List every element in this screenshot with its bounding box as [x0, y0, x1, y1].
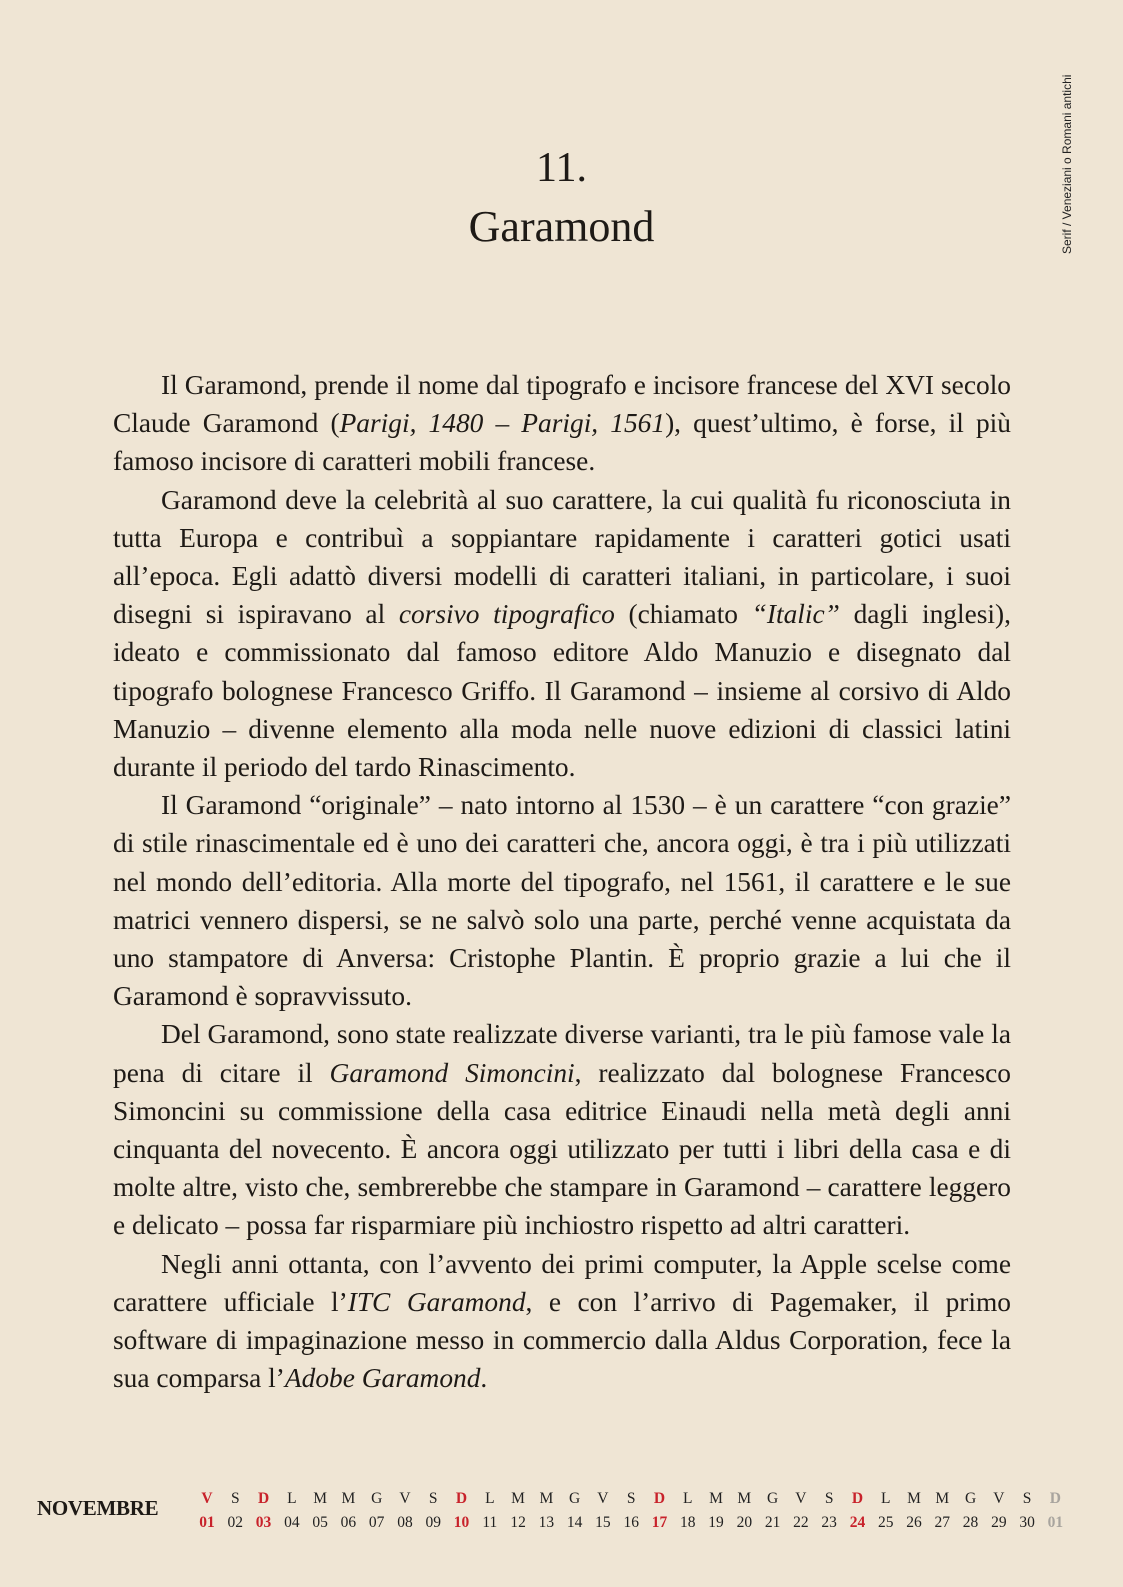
text-run: Negli anni ottanta, con l’avvento dei primi computer, la Apple scelse come carattere ufficiale l’ [113, 1248, 1011, 1317]
calendar-weekday-letter: M [313, 1490, 327, 1507]
calendar-weekday-letter: V [597, 1490, 609, 1507]
calendar-day-number: 04 [284, 1514, 300, 1531]
body-paragraph [113, 481, 1011, 787]
calendar-weekday-letter: V [795, 1490, 807, 1507]
calendar-day-number: 25 [877, 1514, 894, 1531]
calendar-day [250, 1487, 278, 1535]
calendar-weekday-letter: M [341, 1490, 356, 1507]
calendar-day-number: 27 [934, 1514, 951, 1531]
body-paragraph [113, 786, 1011, 1015]
calendar-day-number: 22 [793, 1514, 809, 1531]
calendar-weekday-letter: S [824, 1490, 834, 1507]
calendar-day [363, 1487, 391, 1535]
italic-run: corsivo tipografico [398, 599, 615, 630]
calendar-day-number: 05 [312, 1514, 328, 1531]
calendar-weekday-letter: S [626, 1490, 636, 1507]
text-run: , e con l’arrivo di Pagemaker, il primo software di impaginazione messo in commercio dalla Aldus Corporation, fece la sua comparsa l’ [113, 1286, 1011, 1394]
calendar-day-number: 17 [651, 1514, 668, 1531]
text-run: ), quest’ultimo, è forse, il più famoso incisore di caratteri mobili francese. [113, 408, 1011, 477]
calendar-day-number: 20 [736, 1514, 753, 1531]
calendar-weekday-letter: S [230, 1490, 240, 1507]
calendar-day-number: 07 [368, 1514, 385, 1531]
calendar-day [617, 1487, 645, 1535]
calendar-day-number: 02 [227, 1514, 244, 1531]
calendar-weekday-letter: L [287, 1490, 297, 1507]
calendar-day [787, 1487, 815, 1535]
calendar-days-strip [193, 1487, 1073, 1537]
body-paragraph [113, 1015, 1011, 1244]
calendar-day [674, 1487, 702, 1535]
calendar-day [702, 1487, 730, 1535]
calendar-day [1041, 1487, 1069, 1535]
calendar-weekday-letter: V [201, 1490, 213, 1507]
calendar-weekday-letter: M [935, 1490, 950, 1507]
calendar-weekday-letter: D [257, 1490, 270, 1507]
calendar-weekday-letter: D [653, 1490, 666, 1507]
calendar-day-number: 08 [397, 1514, 413, 1531]
calendar-day [759, 1487, 787, 1535]
calendar-day [278, 1487, 306, 1535]
calendar-day [589, 1487, 617, 1535]
calendar-day [985, 1487, 1013, 1535]
calendar-weekday-letter: L [683, 1490, 693, 1507]
calendar-day [900, 1487, 928, 1535]
calendar-day-number: 30 [1019, 1514, 1035, 1531]
calendar-day [957, 1487, 985, 1535]
calendar-weekday-letter: V [993, 1490, 1005, 1507]
calendar-day [928, 1487, 956, 1535]
calendar-day-number: 11 [482, 1514, 498, 1531]
calendar-weekday-letter: V [399, 1490, 411, 1507]
text-run: Il Garamond “originale” – nato intorno al 1530 – è un carattere “con grazie” di stile rinascimentale ed è uno dei caratteri che, ancora oggi, è tra i più utilizzati nel mondo dell’editoria. Alla morte del tipografo, nel 1561, il carattere e le sue matrici vennero dispersi, se ne salvò solo una parte, perché venne acquistata da uno stampatore di Anversa: Cristophe Plantin. È proprio grazie a lui che il Garamond è sopravvissuto. [113, 790, 1011, 1012]
calendar-day-number: 26 [906, 1514, 922, 1531]
calendar-weekday-letter: M [737, 1490, 752, 1507]
calendar-weekday-letter: S [1022, 1490, 1032, 1507]
calendar-weekday-letter: M [539, 1490, 554, 1507]
calendar-day-number: 15 [595, 1514, 611, 1531]
calendar-day-number: 16 [623, 1514, 639, 1531]
calendar-day-number: 12 [510, 1514, 526, 1531]
text-run: Garamond deve la celebrità al suo carattere, la cui qualità fu riconosciuta in tutta Europa e contribuì a soppiantare rapidamente i caratteri gotici usati all’epoca. Egli adattò diversi modelli di caratteri italiani, in particolare, i suoi disegni si ispiravano al [113, 484, 1011, 630]
calendar-weekday-letter: G [766, 1490, 779, 1507]
calendar-day [448, 1487, 476, 1535]
calendar-day [419, 1487, 447, 1535]
text-run: (chiamato [614, 599, 752, 630]
calendar-weekday-letter: D [455, 1490, 468, 1507]
calendar-day [193, 1487, 221, 1535]
calendar-weekday-letter: G [964, 1490, 977, 1507]
calendar-day-number: 10 [453, 1514, 470, 1531]
calendar-day-number: 18 [680, 1514, 696, 1531]
calendar-day [815, 1487, 843, 1535]
calendar-weekday-letter: M [907, 1490, 921, 1507]
italic-run: Garamond Simoncini [329, 1057, 575, 1088]
calendar-day-number: 21 [764, 1514, 781, 1531]
italic-run: ITC Garamond [347, 1286, 526, 1317]
body-text [113, 366, 1011, 1397]
calendar-day-number: 03 [255, 1514, 272, 1531]
calendar-day [306, 1487, 334, 1535]
chapter-number: 11. [536, 145, 587, 191]
calendar-day [391, 1487, 419, 1535]
calendar-weekday-letter: M [709, 1490, 723, 1507]
calendar-day-number: 28 [962, 1514, 979, 1531]
calendar-day [872, 1487, 900, 1535]
body-paragraph [113, 366, 1011, 481]
side-category-label: Serif / Veneziani o Romani antichi [1060, 74, 1074, 254]
calendar-day [221, 1487, 249, 1535]
text-run: . [480, 1363, 488, 1394]
calendar-day-number: 19 [708, 1514, 724, 1531]
calendar-day-number: 29 [991, 1514, 1007, 1531]
calendar-day [334, 1487, 362, 1535]
text-run: Del Garamond, sono state realizzate diverse varianti, tra le più famose vale la pena di citare il [113, 1019, 1011, 1088]
calendar-day-number: 24 [849, 1514, 866, 1531]
calendar-month-label: NOVEMBRE [37, 1496, 159, 1520]
calendar-day [504, 1487, 532, 1535]
calendar-weekday-letter: G [569, 1490, 581, 1507]
calendar-day-number: 23 [821, 1514, 837, 1531]
calendar-weekday-letter: D [1049, 1490, 1061, 1507]
calendar-day-number: 01 [1047, 1514, 1064, 1531]
calendar-day-number: 01 [199, 1514, 215, 1531]
text-run: dagli inglesi), ideato e commissionato dal famoso editore Aldo Manuzio e disegnato dal tipografo bolognese Francesco Griffo. Il Garamond – insieme al corsivo di Aldo Manuzio – divenne elemento alla moda nelle nuove edizioni di classici latini durante il periodo del tardo Rinascimento. [113, 599, 1011, 783]
calendar-day-number: 09 [425, 1514, 441, 1531]
calendar-day-number: 14 [566, 1514, 583, 1531]
italic-run: Parigi, 1480 – Parigi, 1561 [339, 408, 666, 439]
calendar-weekday-letter: M [511, 1490, 525, 1507]
calendar-day [532, 1487, 560, 1535]
calendar-day [476, 1487, 504, 1535]
italic-run: “Italic” [751, 599, 840, 630]
calendar-weekday-letter: S [428, 1490, 438, 1507]
calendar-day [843, 1487, 871, 1535]
calendar-weekday-letter: L [485, 1490, 495, 1507]
calendar-weekday-letter: L [880, 1490, 891, 1507]
calendar-day-number: 06 [340, 1514, 357, 1531]
calendar-day [730, 1487, 758, 1535]
text-run: Il Garamond, prende il nome dal tipografo e incisore francese del XVI secolo Claude Garamond ( [113, 370, 1011, 439]
calendar-day-number: 13 [538, 1514, 555, 1531]
calendar-weekday-letter: G [371, 1490, 383, 1507]
calendar-day [645, 1487, 673, 1535]
text-run: , realizzato dal bolognese Francesco Simoncini su commissione della casa editrice Einaudi nella metà degli anni cinquanta del novecento. È ancora oggi utilizzato per tutti i libri della casa e di molte altre, visto che, sembrerebbe che stampare in Garamond – carattere leggero e delicato – possa far risparmiare più inchiostro rispetto ad altri caratteri. [113, 1057, 1011, 1241]
calendar-weekday-letter: D [851, 1490, 864, 1507]
body-paragraph [113, 1245, 1011, 1398]
calendar-day [1013, 1487, 1041, 1535]
italic-run: Adobe Garamond [284, 1363, 481, 1394]
calendar-day [561, 1487, 589, 1535]
chapter-title: Garamond [468, 202, 655, 251]
